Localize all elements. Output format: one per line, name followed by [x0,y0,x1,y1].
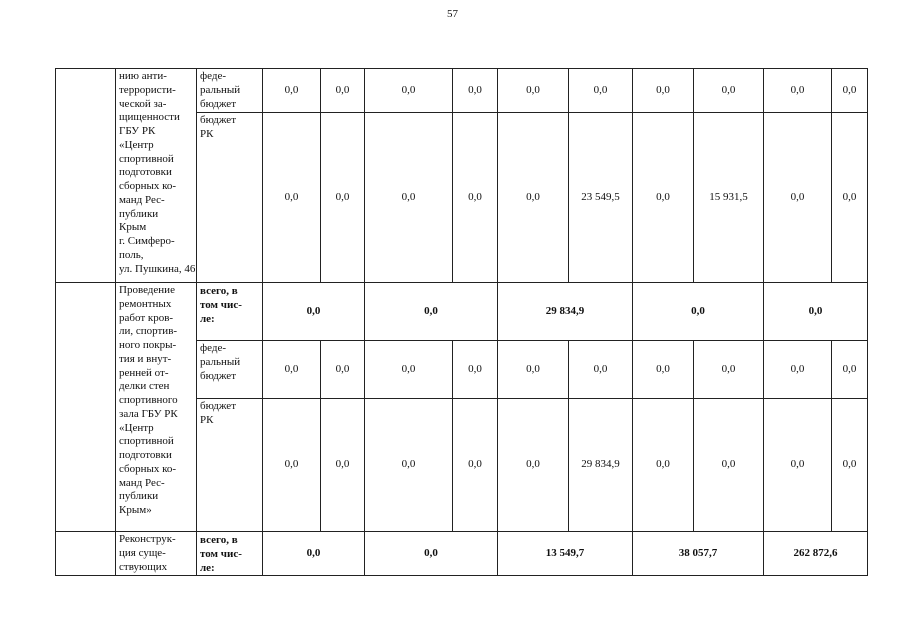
measure-description: Реконструк- ция суще- ствующих [116,532,197,576]
total-cell: 38 057,7 [633,532,764,576]
value-cell: 0,0 [321,341,365,399]
value-cell: 15 931,5 [694,113,764,283]
value-cell: 0,0 [453,341,498,399]
value-cell: 0,0 [453,113,498,283]
value-cell: 0,0 [453,69,498,113]
value-cell: 23 549,5 [569,113,633,283]
value-cell: 0,0 [764,69,832,113]
value-cell: 0,0 [764,113,832,283]
value-cell: 0,0 [832,399,868,532]
total-cell: 0,0 [263,532,365,576]
measure-description: нию анти- террористи- ческой за- щищенности ГБУ РК «Центр спортивной подготовки сборных ко- манд Рес- публики Крым г. Симферо- поль, ул. Пушкина, 46 [116,69,197,283]
value-cell: 0,0 [569,341,633,399]
value-cell: 0,0 [832,341,868,399]
value-cell: 0,0 [263,341,321,399]
total-cell: 0,0 [365,283,498,341]
total-cell: 13 549,7 [498,532,633,576]
page-number: 57 [447,8,458,20]
value-cell: 0,0 [453,399,498,532]
value-cell: 0,0 [321,69,365,113]
value-cell: 0,0 [832,113,868,283]
value-cell: 0,0 [498,341,569,399]
table-row [56,69,868,113]
value-cell: 0,0 [633,69,694,113]
value-cell: 0,0 [498,399,569,532]
total-cell: 0,0 [365,532,498,576]
total-cell: 0,0 [633,283,764,341]
value-cell: 0,0 [694,69,764,113]
value-cell: 0,0 [263,69,321,113]
number-cell [56,69,116,283]
table-row [56,532,868,576]
measure-description: Проведение ремонтных работ кров- ли, спортив- ного покры- тия и внут- ренней от- делки стен спортивного зала ГБУ РК «Центр спортивной подготовки сборных ко- манд Рес- публики Крым» [116,283,197,532]
total-cell: 29 834,9 [498,283,633,341]
value-cell: 0,0 [633,341,694,399]
total-cell: 0,0 [263,283,365,341]
value-cell: 0,0 [569,69,633,113]
total-cell: 262 872,6 [764,532,868,576]
value-cell: 0,0 [498,113,569,283]
value-cell: 29 834,9 [569,399,633,532]
value-cell: 0,0 [365,341,453,399]
value-cell: 0,0 [263,399,321,532]
table-row [56,283,868,341]
funding-source: бюджет РК [197,399,263,532]
value-cell: 0,0 [764,399,832,532]
number-cell [56,283,116,532]
value-cell: 0,0 [633,113,694,283]
value-cell: 0,0 [365,399,453,532]
value-cell: 0,0 [263,113,321,283]
value-cell: 0,0 [498,69,569,113]
value-cell: 0,0 [321,399,365,532]
value-cell: 0,0 [365,69,453,113]
total-cell: 0,0 [764,283,868,341]
funding-source: бюджет РК [197,113,263,283]
funding-source: феде- ральный бюджет [197,69,263,113]
value-cell: 0,0 [321,113,365,283]
value-cell: 0,0 [764,341,832,399]
number-cell [56,532,116,576]
budget-table [55,68,868,576]
value-cell: 0,0 [633,399,694,532]
value-cell: 0,0 [694,341,764,399]
funding-source: феде- ральный бюджет [197,341,263,399]
value-cell: 0,0 [832,69,868,113]
value-cell: 0,0 [694,399,764,532]
value-cell: 0,0 [365,113,453,283]
total-label: всего, в том чис- ле: [197,532,263,576]
total-label: всего, в том чис- ле: [197,283,263,341]
